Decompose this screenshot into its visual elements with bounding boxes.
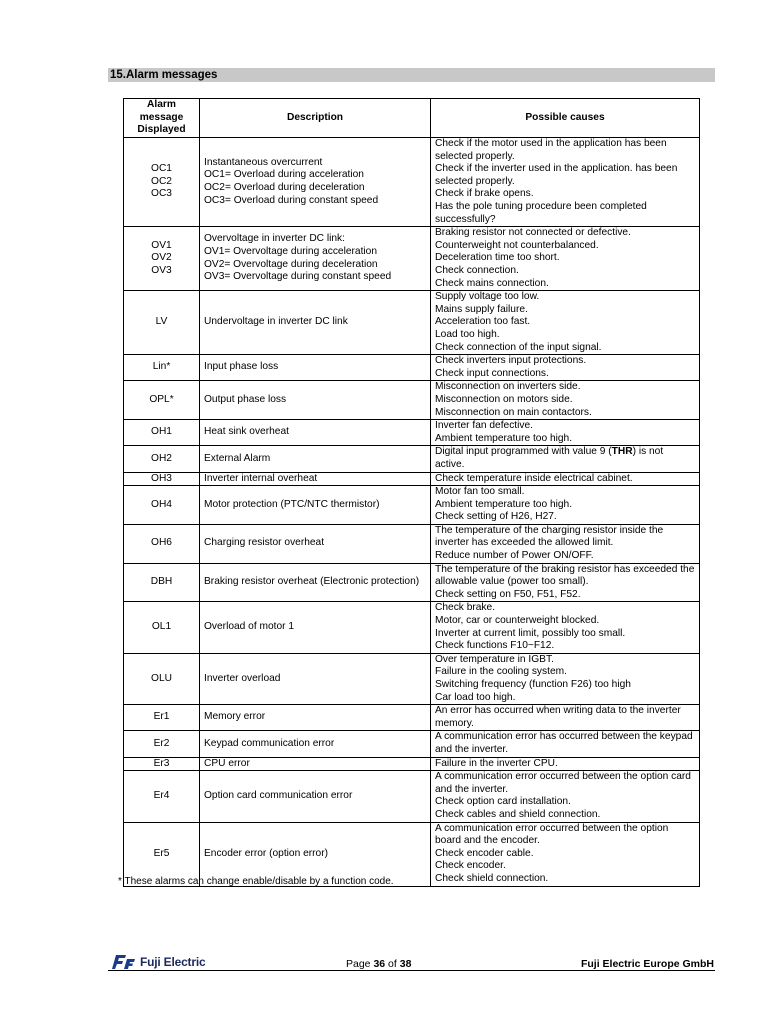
alarm-code: OL1 — [151, 621, 172, 633]
description-cell — [200, 757, 431, 771]
description-line: Keypad communication error — [204, 737, 335, 749]
cause-line: A communication error occurred between the option board and the encoder. — [435, 822, 669, 847]
cause-line: Switching frequency (function F26) too high — [435, 679, 631, 690]
cause-line: Digital input programmed with value 9 (THR) is not active. — [435, 446, 664, 470]
description-cell — [200, 472, 431, 486]
cause-line: Check encoder. — [435, 860, 506, 872]
alarm-code: OH2 — [151, 452, 172, 464]
cause-line: Check brake. — [435, 602, 496, 614]
table-row — [124, 653, 700, 704]
description-line: Overload of motor 1 — [204, 621, 295, 633]
table-row — [124, 420, 700, 446]
description-cell — [200, 355, 431, 381]
cause-line: Misconnection on inverters side. — [435, 381, 581, 393]
description-line: Option card communication error — [204, 790, 353, 802]
description-line: OC2= Overload during deceleration — [204, 182, 365, 194]
description-line: Motor protection (PTC/NTC thermistor) — [204, 498, 380, 510]
possible-causes-cell — [431, 524, 700, 563]
cause-line: Check connection of the input signal. — [435, 341, 602, 353]
cause-line: The temperature of the charging resistor inside the inverter has exceeded the allowed limit. — [435, 524, 664, 549]
description-line: OV2= Overvoltage during deceleration — [204, 258, 378, 270]
alarm-code-cell — [124, 381, 200, 420]
description-line: External Alarm — [204, 452, 271, 464]
description-line: Charging resistor overheat — [204, 537, 325, 549]
description-line: Instantaneous overcurrent — [204, 156, 323, 168]
alarm-code-cell — [124, 227, 200, 291]
table-row — [124, 227, 700, 291]
cause-line: Motor fan too small. — [435, 486, 525, 498]
cause-line: An error has occurred when writing data to the inverter memory. — [435, 705, 681, 729]
possible-causes-cell — [431, 138, 700, 227]
cause-line: Check temperature inside electrical cabinet. — [435, 472, 633, 484]
alarm-code: Er5 — [153, 847, 170, 859]
cause-line: Check functions F10~F12. — [435, 640, 555, 652]
table-row — [124, 731, 700, 757]
fuji-electric-logo — [110, 953, 205, 971]
table-row — [124, 705, 700, 731]
possible-causes-cell — [431, 563, 700, 602]
description-cell — [200, 705, 431, 731]
cause-line: Failure in the inverter CPU. — [435, 757, 558, 769]
page-number — [346, 958, 411, 970]
page-current: 36 — [373, 958, 386, 970]
possible-causes-cell — [431, 771, 700, 822]
cause-line: Braking resistor not connected or defective. — [435, 227, 631, 239]
table-row — [124, 771, 700, 822]
description-line: OV3= Overvoltage during constant speed — [204, 271, 392, 283]
cause-line: Car load too high. — [435, 691, 516, 703]
cause-line: Check setting of H26, H27. — [435, 511, 557, 523]
alarm-code: OC1 — [151, 163, 172, 175]
description-line: Heat sink overheat — [204, 426, 289, 438]
description-cell — [200, 524, 431, 563]
alarm-code: OH6 — [151, 537, 172, 549]
possible-causes-cell — [431, 420, 700, 446]
description-line: Memory error — [204, 711, 266, 723]
table-row — [124, 472, 700, 486]
alarm-code: OPL* — [149, 393, 174, 405]
cause-line: Misconnection on motors side. — [435, 393, 573, 405]
possible-causes-cell — [431, 486, 700, 525]
alarm-code: OH3 — [151, 472, 172, 484]
cause-line: Check if brake opens. — [435, 188, 534, 200]
alarm-code-cell — [124, 524, 200, 563]
alarm-code-cell — [124, 602, 200, 653]
alarm-code-cell — [124, 138, 200, 227]
cause-line: Check connection. — [435, 264, 519, 276]
possible-causes-cell — [431, 653, 700, 704]
alarm-code: OV3 — [151, 264, 172, 276]
cause-line: Check input connections. — [435, 367, 549, 379]
table-row — [124, 486, 700, 525]
footer-divider — [108, 970, 715, 971]
alarm-code-cell — [124, 731, 200, 757]
table-row — [124, 524, 700, 563]
table-row — [124, 602, 700, 653]
alarm-code: OH1 — [151, 426, 172, 438]
description-line: CPU error — [204, 757, 250, 769]
cause-line: Check mains connection. — [435, 277, 549, 289]
alarm-code-cell — [124, 563, 200, 602]
cause-line: Motor, car or counterweight blocked. — [435, 615, 600, 627]
header-possible-causes: Possible causes — [431, 99, 700, 138]
possible-causes-cell — [431, 355, 700, 381]
description-line: Input phase loss — [204, 361, 279, 373]
alarm-code: LV — [155, 316, 168, 328]
cause-line: Over temperature in IGBT. — [435, 653, 554, 665]
table-row — [124, 381, 700, 420]
cause-line: Load too high. — [435, 328, 500, 340]
cause-line: Misconnection on main contactors. — [435, 406, 592, 418]
possible-causes-cell — [431, 227, 700, 291]
table-row — [124, 446, 700, 472]
possible-causes-cell — [431, 472, 700, 486]
page-of: of — [385, 958, 400, 970]
possible-causes-cell — [431, 446, 700, 472]
alarm-table-body — [124, 138, 700, 887]
description-cell — [200, 381, 431, 420]
cause-line: Check if the inverter used in the application. has been selected properly. — [435, 163, 678, 187]
description-cell — [200, 138, 431, 227]
description-line: Undervoltage in inverter DC link — [204, 316, 348, 328]
alarm-code: OH4 — [151, 498, 172, 510]
description-cell — [200, 227, 431, 291]
cause-line: A communication error occurred between the option card and the inverter. — [435, 771, 691, 795]
cause-line: Check inverters input protections. — [435, 355, 587, 367]
cause-line: The temperature of the braking resistor has exceeded the allowable value (power too small). — [435, 563, 695, 588]
alarm-code: OV1 — [151, 239, 172, 251]
alarm-code: OV2 — [151, 252, 172, 264]
possible-causes-cell — [431, 822, 700, 886]
description-cell — [200, 486, 431, 525]
possible-causes-cell — [431, 705, 700, 731]
description-cell — [200, 291, 431, 355]
description-line: OC3= Overload during constant speed — [204, 194, 379, 206]
possible-causes-cell — [431, 602, 700, 653]
possible-causes-cell — [431, 291, 700, 355]
alarm-code: OC2 — [151, 175, 172, 187]
alarm-code-cell — [124, 446, 200, 472]
alarm-code-cell — [124, 420, 200, 446]
description-line: Inverter internal overheat — [204, 472, 318, 484]
description-cell — [200, 771, 431, 822]
possible-causes-cell — [431, 757, 700, 771]
table-row — [124, 757, 700, 771]
description-line: Inverter overload — [204, 672, 281, 684]
cause-line: Check cables and shield connection. — [435, 808, 601, 820]
alarm-table — [123, 98, 700, 887]
possible-causes-cell — [431, 381, 700, 420]
alarm-code: Er2 — [153, 737, 170, 749]
cause-line: Deceleration time too short. — [435, 252, 560, 264]
description-cell — [200, 653, 431, 704]
thr-emphasis: THR — [611, 446, 633, 458]
logo-text: Fuji Electric — [140, 955, 206, 969]
cause-line: Check setting on F50, F51, F52. — [435, 588, 581, 600]
description-line: Encoder error (option error) — [204, 847, 328, 859]
cause-line: Supply voltage too low. — [435, 291, 540, 303]
alarm-code-cell — [124, 355, 200, 381]
alarm-code: Er3 — [153, 757, 170, 769]
table-row — [124, 138, 700, 227]
page-total: 38 — [399, 958, 412, 970]
description-line: OC1= Overload during acceleration — [204, 169, 364, 181]
alarm-code: Lin* — [152, 361, 171, 373]
header-alarm-message: Alarm message Displayed — [124, 99, 200, 138]
cause-line: Ambient temperature too high. — [435, 432, 573, 444]
header-description: Description — [200, 99, 431, 138]
description-line: OV1= Overvoltage during acceleration — [204, 246, 378, 258]
cause-line: A communication error has occurred between the keypad and the inverter. — [435, 731, 693, 755]
cause-line: Mains supply failure. — [435, 303, 528, 315]
section-title: 15.Alarm messages — [108, 68, 715, 82]
alarm-code-cell — [124, 757, 200, 771]
cause-line: Check if the motor used in the application has been selected properly. — [435, 138, 667, 162]
fuji-logo-icon — [110, 954, 136, 970]
alarm-code-cell — [124, 653, 200, 704]
alarm-code: Er4 — [153, 790, 170, 802]
alarm-code-cell — [124, 705, 200, 731]
alarm-code: Er1 — [153, 711, 170, 723]
footnote: * These alarms can change enable/disable by a function code. — [118, 876, 394, 887]
cause-line: Ambient temperature too high. — [435, 498, 573, 510]
possible-causes-cell — [431, 731, 700, 757]
table-row — [124, 355, 700, 381]
page-prefix: Page — [346, 958, 374, 970]
description-line: Overvoltage in inverter DC link: — [204, 233, 345, 245]
cause-line: Inverter fan defective. — [435, 420, 533, 432]
cause-line: Check shield connection. — [435, 872, 549, 884]
cause-line: Acceleration too fast. — [435, 316, 531, 328]
table-header-row — [124, 99, 700, 138]
description-cell — [200, 731, 431, 757]
cause-line: Reduce number of Power ON/OFF. — [435, 550, 594, 562]
cause-line: Check encoder cable. — [435, 847, 534, 859]
alarm-code: DBH — [150, 576, 173, 588]
alarm-code-cell — [124, 486, 200, 525]
alarm-code-cell — [124, 291, 200, 355]
company-name: Fuji Electric Europe GmbH — [580, 958, 714, 970]
alarm-code: OC3 — [151, 188, 172, 200]
description-line: Braking resistor overheat (Electronic protection) — [204, 576, 420, 588]
description-cell — [200, 602, 431, 653]
table-row — [124, 291, 700, 355]
description-line: Output phase loss — [204, 393, 287, 405]
alarm-code-cell — [124, 771, 200, 822]
cause-line: Has the pole tuning procedure been completed successfully? — [435, 200, 647, 225]
cause-line: Check option card installation. — [435, 796, 571, 808]
cause-line: Failure in the cooling system. — [435, 666, 567, 678]
description-cell — [200, 446, 431, 472]
description-cell — [200, 420, 431, 446]
cause-line: Counterweight not counterbalanced. — [435, 239, 599, 251]
description-cell — [200, 563, 431, 602]
cause-line: Inverter at current limit, possibly too small. — [435, 627, 626, 639]
alarm-code-cell — [124, 472, 200, 486]
table-row — [124, 563, 700, 602]
alarm-code: OLU — [151, 672, 172, 684]
